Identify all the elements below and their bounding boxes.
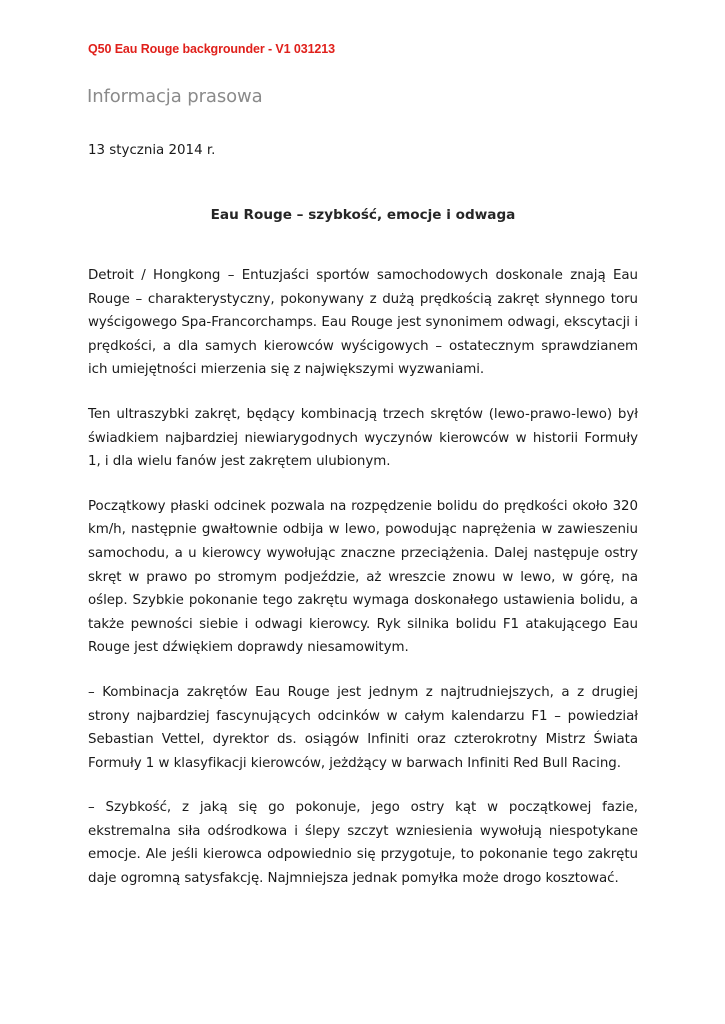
paragraph: – Kombinacja zakrętów Eau Rouge jest jednym z najtrudniejszych, a z drugiej strony najbardziej fascynujących odcinków w całym kalendarzu F1 – powiedział Sebastian Vettel, dyrektor ds. osiągów Infiniti oraz czterokrotny Mistrz Świata Formuły 1 w klasyfikacji kierowców, jeżdżący w barwach Infiniti Red Bull Racing. [88,684,638,771]
document-id-header: Q50 Eau Rouge backgrounder - V1 031213 [88,42,335,56]
press-release-label: Informacja prasowa [87,86,263,107]
paragraph: Ten ultraszybki zakręt, będący kombinacją trzech skrętów (lewo-prawo-lewo) był świadkiem najbardziej niewiarygodnych wyczynów kierowców w historii Formuły 1, i dla wielu fanów jest zakrętem ulubionym. [88,406,638,470]
paragraph: – Szybkość, z jaką się go pokonuje, jego ostry kąt w początkowej fazie, ekstremalna siła odśrodkowa i ślepy szczyt wzniesienia wywołują niespotykane emocje. Ale jeśli kierowca odpowiednio się przygotuje, to pokonanie tego zakrętu daje ogromną satysfakcję. Najmniejsza jednak pomyłka może drogo kosztować. [88,800,638,887]
article-body [88,264,638,912]
release-date: 13 stycznia 2014 r. [88,143,216,158]
paragraph: Początkowy płaski odcinek pozwala na rozpędzenie bolidu do prędkości około 320 km/h, następnie gwałtownie odbija w lewo, powodując naprężenia w zawieszeniu samochodu, a u kierowcy wywołując znaczne przeciążenia. Dalej następuje ostry skręt w prawo po stromym podjeździe, aż wreszcie znowu w lewo, w górę, na oślep. Szybkie pokonanie tego zakrętu wymaga doskonałego ustawienia bolidu, a także pewności siebie i odwagi kierowcy. Ryk silnika bolidu F1 atakującego Eau Rouge jest dźwiękiem doprawdy niesamowitym. [88,498,638,656]
headline: Eau Rouge – szybkość, emocje i odwaga [210,207,516,223]
paragraph: Detroit / Hongkong – Entuzjaści sportów samochodowych doskonale znają Eau Rouge – charakterystyczny, pokonywany z dużą prędkością zakręt słynnego toru wyścigowego Spa-Francorchamps. Eau Rouge jest synonimem odwagi, ekscytacji i prędkości, a dla samych kierowców wyścigowych – ostatecznym sprawdzianem ich umiejętności mierzenia się z największymi wyzwaniami. [88,268,638,378]
